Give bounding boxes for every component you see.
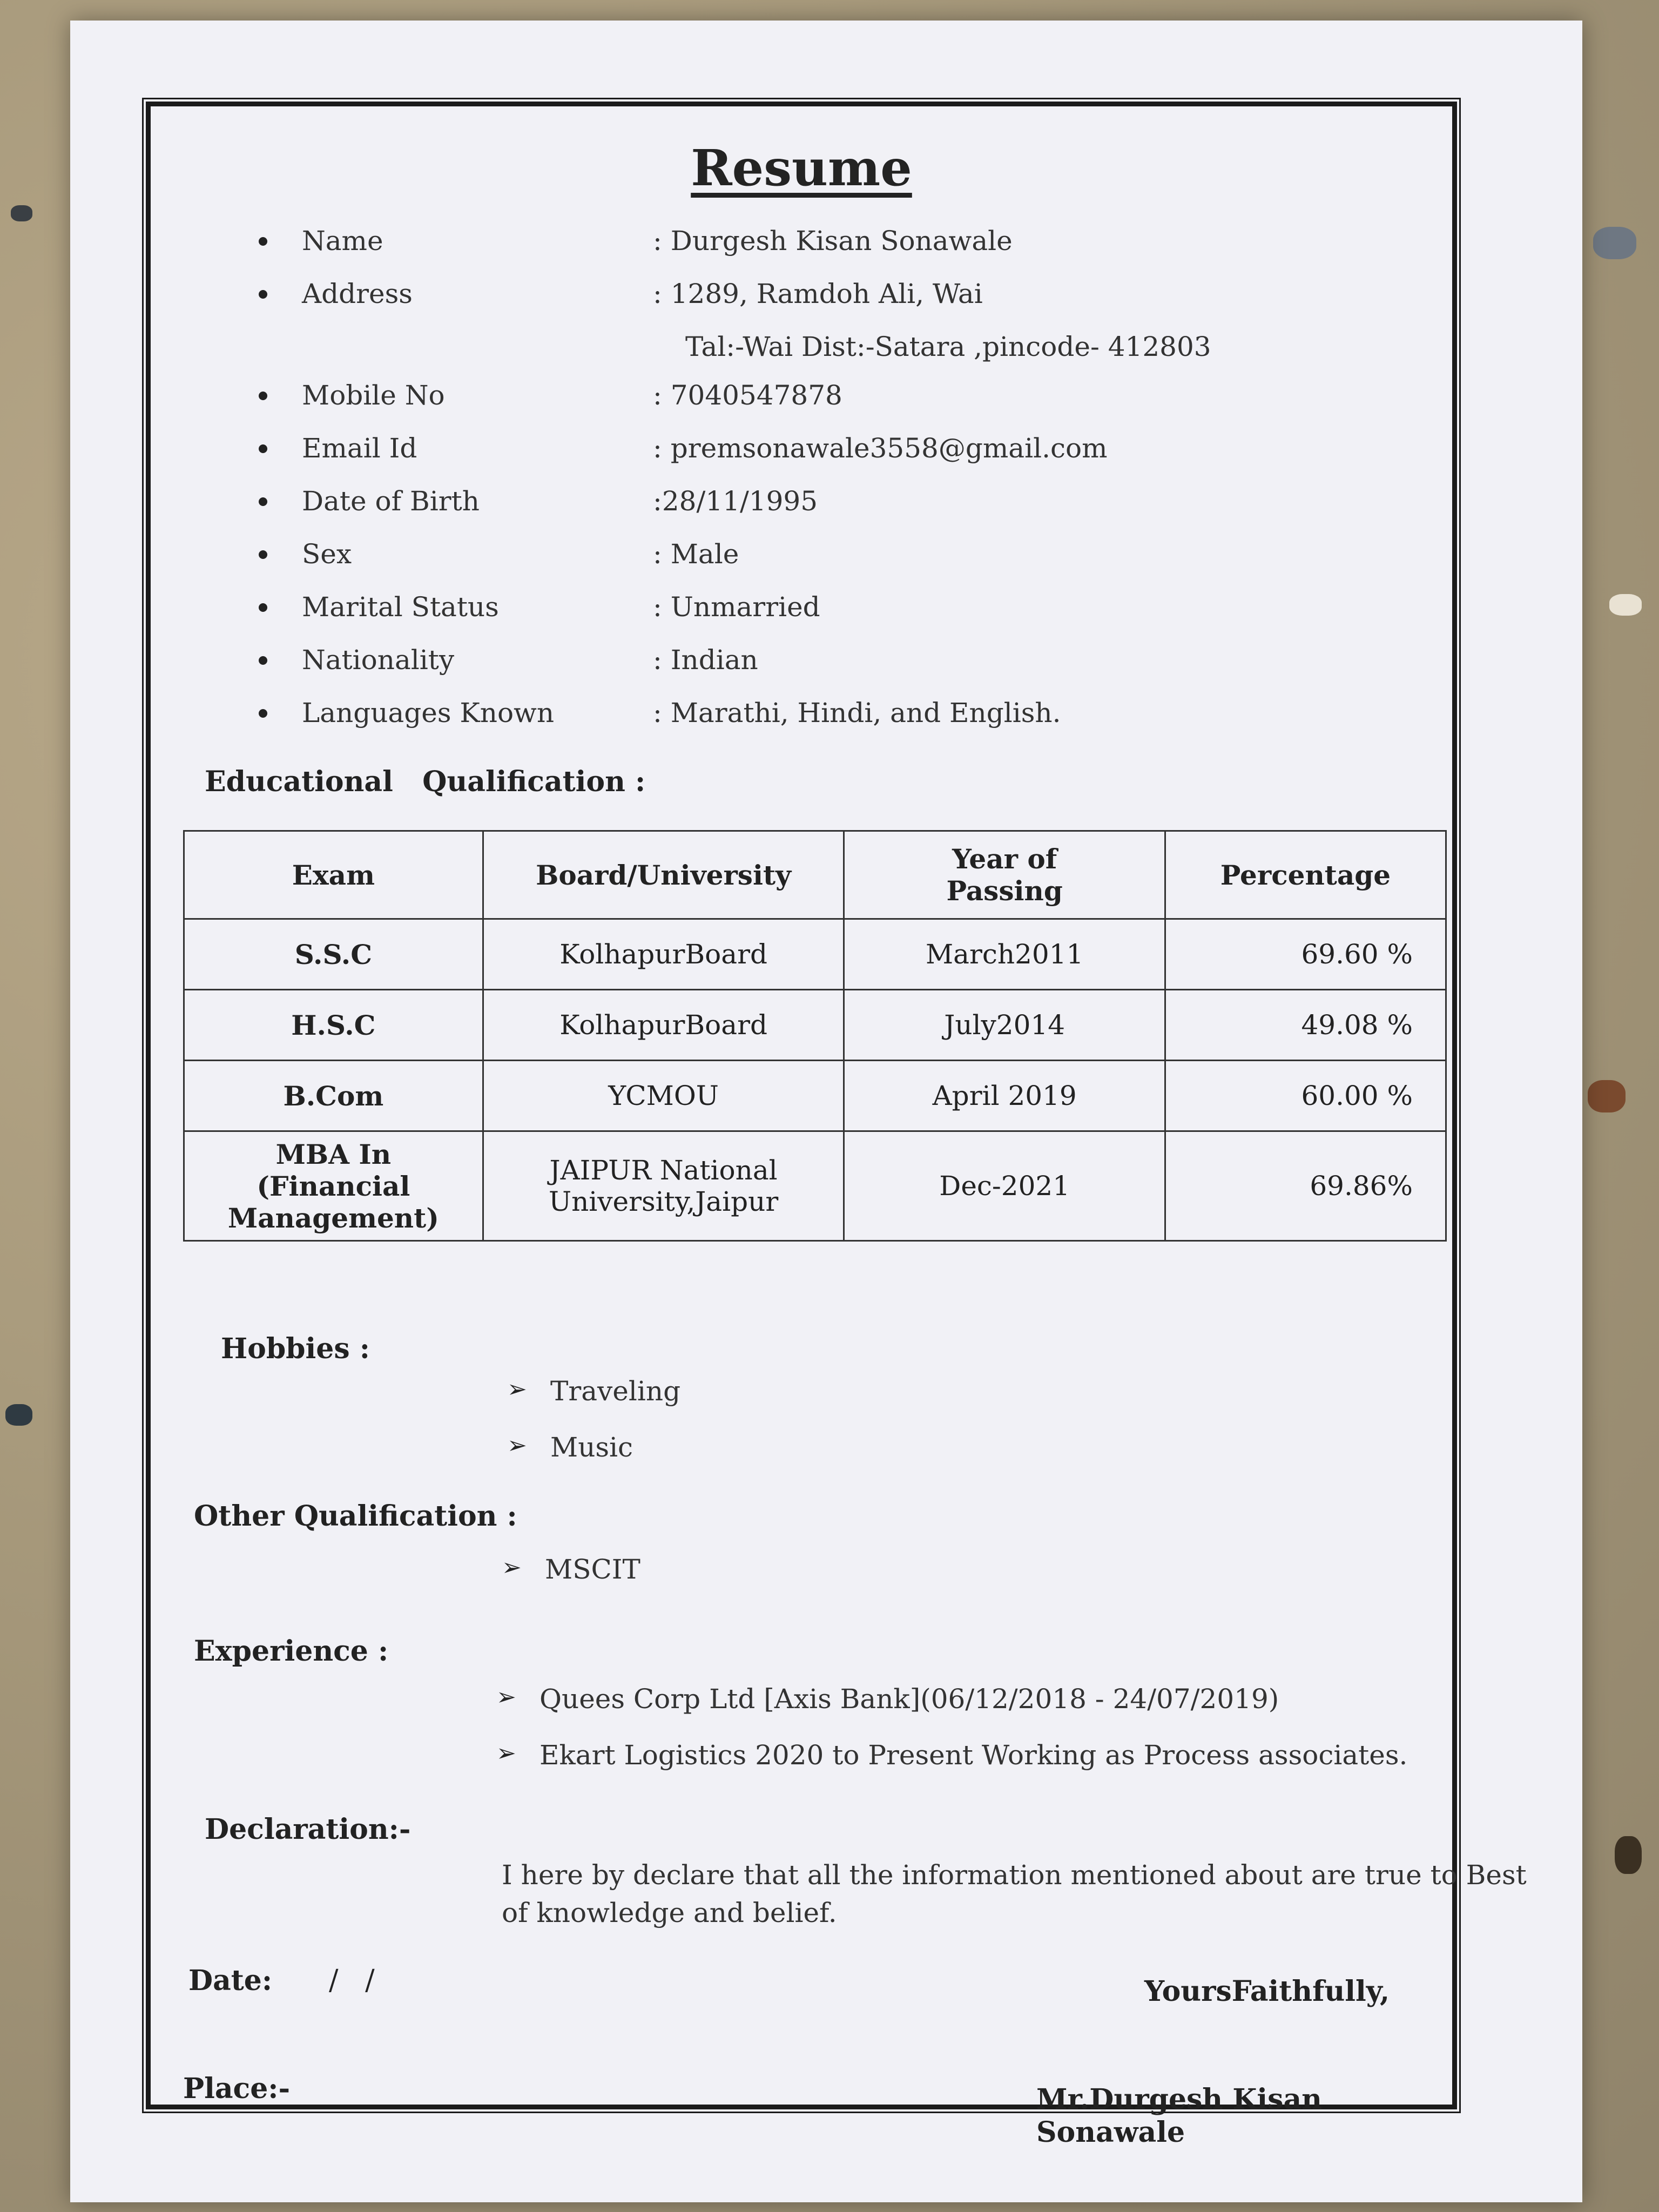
list-item <box>496 1739 1407 1796</box>
table-cell: March2011 <box>844 919 1165 990</box>
signature-name: Mr.Durgesh Kisan Sonawale <box>1036 2083 1322 2149</box>
detail-label: Sex <box>302 538 352 570</box>
floor-speck <box>1593 227 1636 259</box>
detail-label: Address <box>302 278 413 309</box>
bullet-icon <box>259 497 267 506</box>
floor-speck <box>1588 1080 1626 1112</box>
detail-row-email <box>259 433 1393 485</box>
date-value: / / <box>329 1964 375 1997</box>
date-label: Date: <box>188 1964 273 1997</box>
table-cell: Dec-2021 <box>844 1131 1165 1241</box>
detail-label: Email Id <box>302 433 417 464</box>
arrow-bullet-icon: ➢ <box>496 1683 516 1711</box>
floor-speck <box>5 1404 32 1426</box>
arrow-bullet-icon: ➢ <box>502 1554 522 1581</box>
place-label: Place:- <box>183 2072 291 2105</box>
table-cell <box>184 1131 483 1241</box>
experience-heading: Experience : <box>194 1635 389 1668</box>
detail-value: : premsonawale3558@gmail.com <box>653 433 1108 464</box>
table-cell: KolhapurBoard <box>483 919 844 990</box>
table-row <box>184 1131 1446 1241</box>
table-cell: KolhapurBoard <box>483 990 844 1061</box>
detail-row-nationality <box>259 644 1393 697</box>
closing-text: YoursFaithfully, <box>1144 1975 1390 2008</box>
education-table <box>183 830 1447 1242</box>
hobbies-list <box>507 1375 680 1488</box>
detail-value: : 1289, Ramdoh Ali, Wai <box>653 278 983 309</box>
list-item-text: Traveling <box>550 1375 681 1407</box>
detail-value: :28/11/1995 <box>653 485 818 517</box>
detail-label: Name <box>302 225 383 257</box>
table-cell <box>483 1131 844 1241</box>
table-cell-text: MBA In (Financial Management) <box>227 1138 439 1234</box>
bullet-icon <box>259 444 267 453</box>
table-cell: B.Com <box>184 1061 483 1131</box>
detail-label: Mobile No <box>302 380 445 411</box>
table-cell: April 2019 <box>844 1061 1165 1131</box>
education-heading: Educational Qualification : <box>205 765 646 798</box>
detail-value: : Marathi, Hindi, and English. <box>653 697 1061 729</box>
column-header <box>844 831 1165 919</box>
table-row <box>184 1061 1446 1131</box>
arrow-bullet-icon: ➢ <box>507 1432 527 1459</box>
column-header: Exam <box>184 831 483 919</box>
table-cell: 60.00 % <box>1165 1061 1446 1131</box>
detail-row-sex <box>259 538 1393 591</box>
other-qualification-heading: Other Qualification : <box>194 1500 517 1533</box>
table-cell-text: JAIPUR National University,Jaipur <box>548 1155 779 1217</box>
resume-sheet <box>70 21 1582 2202</box>
table-cell: 69.86% <box>1165 1131 1446 1241</box>
detail-value: : Durgesh Kisan Sonawale <box>653 225 1013 257</box>
table-cell: S.S.C <box>184 919 483 990</box>
arrow-bullet-icon: ➢ <box>496 1739 516 1767</box>
list-item-text: Quees Corp Ltd [Axis Bank](06/12/2018 - 24/07/2019) <box>539 1683 1279 1715</box>
detail-row-name <box>259 225 1393 278</box>
detail-row-languages <box>259 697 1393 750</box>
bullet-icon <box>259 237 267 246</box>
page-border <box>146 102 1527 2149</box>
bullet-icon <box>259 603 267 612</box>
detail-value: : Indian <box>653 644 758 676</box>
bullet-icon <box>259 550 267 559</box>
column-header: Board/University <box>483 831 844 919</box>
declaration-heading: Declaration:- <box>205 1813 411 1846</box>
table-cell: 69.60 % <box>1165 919 1446 990</box>
bullet-icon <box>259 392 267 400</box>
detail-row-address-line2 <box>259 331 1393 380</box>
detail-label: Nationality <box>302 644 455 676</box>
detail-row-dob <box>259 485 1393 538</box>
declaration-text: I here by declare that all the information mentioned about are true to Best of knowledge and belief. <box>502 1859 1527 1928</box>
bullet-icon <box>259 290 267 299</box>
experience-list <box>496 1683 1407 1796</box>
floor-speck <box>11 205 32 221</box>
list-item-text: MSCIT <box>545 1554 640 1585</box>
arrow-bullet-icon: ➢ <box>507 1375 527 1403</box>
table-header-row <box>184 831 1446 919</box>
column-header-text: Year of Passing <box>946 843 1063 907</box>
list-item <box>496 1683 1407 1739</box>
personal-details <box>259 225 1393 750</box>
detail-row-mobile <box>259 380 1393 433</box>
detail-row-marital-status <box>259 591 1393 644</box>
column-header: Percentage <box>1165 831 1446 919</box>
detail-value: Tal:-Wai Dist:-Satara ,pincode- 412803 <box>685 331 1211 362</box>
bullet-icon <box>259 656 267 665</box>
table-row <box>184 919 1446 990</box>
list-item <box>502 1554 640 1610</box>
table-row <box>184 990 1446 1061</box>
detail-value: : Unmarried <box>653 591 820 623</box>
table-cell: YCMOU <box>483 1061 844 1131</box>
list-item-text: Music <box>550 1432 633 1463</box>
other-qualification-list <box>502 1554 640 1610</box>
table-cell: H.S.C <box>184 990 483 1061</box>
floor-speck <box>1609 594 1642 616</box>
page-title: Resume <box>691 139 912 197</box>
detail-value: : Male <box>653 538 739 570</box>
detail-label: Marital Status <box>302 591 499 623</box>
detail-row-address <box>259 278 1393 331</box>
detail-label: Date of Birth <box>302 485 480 517</box>
detail-label: Languages Known <box>302 697 555 729</box>
list-item <box>507 1375 680 1432</box>
detail-value: : 7040547878 <box>653 380 842 411</box>
table-cell: July2014 <box>844 990 1165 1061</box>
table-cell: 49.08 % <box>1165 990 1446 1061</box>
bullet-icon <box>259 709 267 718</box>
list-item <box>507 1432 680 1488</box>
list-item-text: Ekart Logistics 2020 to Present Working as Process associates. <box>539 1739 1408 1771</box>
hobbies-heading: Hobbies : <box>221 1332 370 1365</box>
floor-speck <box>1615 1836 1642 1874</box>
